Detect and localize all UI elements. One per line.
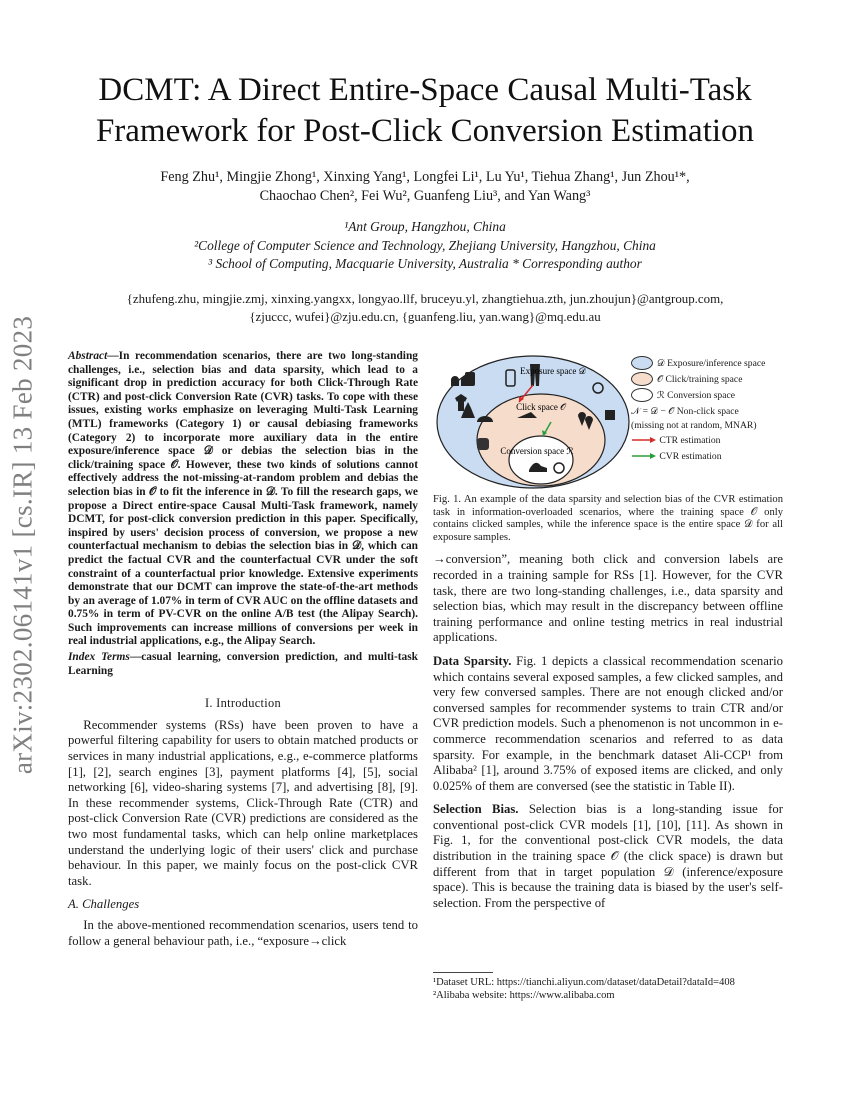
data-sparsity-body: Fig. 1 depicts a classical recommendation scenario which contains several exposed samples, a few clicked samples, and very few conversed samples. There are not enough clicked and/or conversed samples for recommender systems to train CTR and/or CVR prediction models. Such a phenomenon is not uncommon in e-commerce recommendation scenarios and referred to as data sparsity. For example, in the benchmark dataset Ali-CCP¹ from Alibaba² [1], around 3.75% of exposed items are clicked, and only 0.025% of them are conversed (see the statistic in Table II). bbox=[433, 653, 784, 793]
right-paragraph-1: →conversion”, meaning both click and conversion labels are recorded in a training sample for RSs [1]. However, for the CVR task, there are two long-standing challenges, i.e., data sparsity and selection bias, which may result in the discrepancy between offline training performance and online testing metrics in real industrial applications. bbox=[433, 552, 783, 645]
legend-text: Conversion space bbox=[667, 389, 736, 401]
conversion-space-label: Conversion space ℛ bbox=[500, 446, 574, 456]
footnote-2: ²Alibaba website: https://www.alibaba.com bbox=[433, 990, 615, 1001]
footnotes bbox=[433, 972, 783, 1002]
abstract-body: —In recommendation scenarios, there are two long-standing challenges, i.e., selection bias and data sparsity, which lead to a significant drop in prediction accuracy for both Click-Through Rate (CTR) and post-click Conversion Rate (CVR) tasks. To cope with these issues, existing works emphasize on leveraging Multi-Task Learning (MTL) frameworks (Category 1) or causal debiasing frameworks (Category 2) to incorporate more auxiliary data in the entire exposure/inference space 𝒟 or debias the selection bias in the click/training space 𝒪. However, these two kinds of solutions cannot effectively address the not-missing-at-random problem and debias the selection bias in 𝒪 to fit the inference in 𝒟. To fill the research gaps, we propose a Direct entire-space Causal Multi-Task framework, namely DCMT, for post-click conversion prediction in this paper. Specifically, inspired by users' decision process of conversion, we propose a new counterfactual mechanism to debias the selection bias in 𝒟, which can predict the factual CVR and the counterfactual CVR under the soft constraint of a counterfactual prior knowledge. Extensive experiments demonstrate that our DCMT can improve the state-of-the-art methods by an average of 1.07% in term of CVR AUC on the offline datasets and 0.75% in term of PV-CVR on the online A/B test (the Alipay Search). Such improvements can increase millions of conversions per week in real industrial applications, e.g., the Alipay Search. bbox=[68, 350, 418, 648]
cvr-legend-label: CVR estimation bbox=[659, 450, 722, 462]
right-column bbox=[433, 350, 783, 911]
jar-icon bbox=[477, 438, 489, 450]
legend-item bbox=[631, 403, 786, 419]
index-terms bbox=[68, 651, 418, 678]
data-sparsity-lead: Data Sparsity. bbox=[433, 653, 512, 668]
abstract bbox=[68, 350, 418, 649]
authors-line-2: Chaochao Chen², Fei Wu², Guanfeng Liu³, and Yan Wang³ bbox=[259, 188, 591, 204]
click-space-label: Click space 𝒪 bbox=[516, 402, 566, 412]
section-heading-introduction: I. Introduction bbox=[204, 696, 282, 711]
legend-swatch bbox=[631, 388, 653, 402]
data-sparsity-paragraph bbox=[433, 654, 783, 794]
legend-item bbox=[631, 387, 786, 403]
footnote-1: ¹Dataset URL: https://tianchi.aliyun.com/dataset/dataDetail?dataId=408 bbox=[433, 977, 735, 988]
left-column bbox=[68, 350, 418, 949]
legend-text: Click/training space bbox=[665, 373, 743, 385]
chip-icon bbox=[605, 410, 615, 420]
legend-item bbox=[631, 371, 786, 387]
cvr-legend-arrow-icon bbox=[631, 452, 657, 460]
footnote-rule bbox=[433, 972, 493, 973]
legend-item bbox=[631, 355, 786, 371]
figure-1-diagram bbox=[433, 350, 633, 490]
authors-block bbox=[60, 168, 790, 206]
affiliation-2: ²College of Computer Science and Technology, Zhejiang University, Hangzhou, China bbox=[194, 237, 656, 253]
intro-paragraph: Recommender systems (RSs) have been proven to have a powerful filtering capability for users to obtain matched products or services in many industrial applications, e.g., e-commerce platforms [1], [2], search engines [3], payment platforms [4], [5], social networking [6], video-sharing systems [7], and advertising [8], [9]. In these recommender systems, Click-Through Rate (CTR) and post-click Conversion Rate (CVR) predictions are considered as the two most fundamental tasks, which can help online marketplaces understand the underlying logic of their users' click and purchase behaviour. In this paper, we mainly focus on the post-click CVR task. bbox=[68, 717, 418, 888]
emails-block bbox=[60, 290, 790, 326]
arxiv-stamp bbox=[3, 305, 43, 785]
paper-title: DCMT: A Direct Entire-Space Causal Multi-Task Framework for Post-Click Conversion Estimation bbox=[95, 72, 755, 149]
ctr-legend-label: CTR estimation bbox=[659, 434, 721, 446]
index-terms-lead: Index Terms bbox=[68, 651, 130, 664]
legend-note: (missing not at random, MNAR) bbox=[631, 420, 757, 431]
emails-line-1: {zhufeng.zhu, mingjie.zmj, xinxing.yangxx, longyao.llf, bruceyu.yl, zhangtiehua.zth, jun.zhoujun}@antgroup.com, bbox=[126, 292, 724, 306]
legend-ctr bbox=[631, 432, 786, 448]
index-terms-body: —casual learning, conversion prediction, and multi-task Learning bbox=[68, 651, 418, 677]
affiliations-block bbox=[60, 218, 790, 274]
abstract-lead: Abstract bbox=[68, 350, 108, 362]
challenges-paragraph: In the above-mentioned recommendation scenarios, users tend to follow a general behaviour path, i.e., “exposure→click bbox=[68, 917, 418, 948]
selection-bias-lead: Selection Bias. bbox=[433, 802, 519, 817]
subsection-heading-challenges: A. Challenges bbox=[68, 897, 140, 912]
legend-text: Non-click space bbox=[676, 405, 739, 417]
authors-line-1: Feng Zhu¹, Mingjie Zhong¹, Xinxing Yang¹, Longfei Li¹, Lu Yu¹, Tiehua Zhang¹, Jun Zhou¹*, bbox=[160, 169, 690, 185]
affiliation-1: ¹Ant Group, Hangzhou, China bbox=[344, 219, 506, 234]
legend-symbol: 𝒟 bbox=[657, 357, 665, 369]
legend-cvr bbox=[631, 448, 786, 464]
ctr-legend-arrow-icon bbox=[631, 436, 657, 444]
legend-symbol: ℛ bbox=[657, 389, 665, 401]
legend-symbol: 𝒪 bbox=[657, 373, 664, 385]
arxiv-stamp-text: arXiv:2302.06141v1 [cs.IR] 13 Feb 2023 bbox=[7, 315, 38, 775]
affiliation-3: ³ School of Computing, Macquarie University, Australia * Corresponding author bbox=[208, 256, 642, 271]
legend-swatch bbox=[631, 356, 653, 370]
conversion-ellipse bbox=[509, 436, 573, 484]
legend-symbol: 𝒩 = 𝒟 − 𝒪 bbox=[631, 405, 675, 417]
selection-bias-body: Selection bias is a long-standing issue for conventional post-click CVR models [1], [10], [11]. As shown in Fig. 1, for the conventional post-click CVR models, the data distribution in the training space 𝒪 (the click space) is drawn but different from that in target population 𝒟 (inference/exposure space). This is because the training data is biased by the user's self-selection. From the perspective of bbox=[433, 802, 783, 910]
emails-line-2: {zjuccc, wufei}@zju.edu.cn, {guanfeng.liu, yan.wang}@mq.edu.au bbox=[249, 310, 601, 324]
selection-bias-paragraph bbox=[433, 802, 783, 911]
legend-text: Exposure/inference space bbox=[667, 357, 766, 369]
legend-swatch bbox=[631, 372, 653, 386]
figure-1-caption: Fig. 1. An example of the data sparsity and selection bias of the CVR estimation task in information-overloaded scenarios, where the training space 𝒪 only contains clicked samples, while the inference space is the entire space 𝒟 for all exposure samples. bbox=[433, 494, 783, 543]
figure-1 bbox=[433, 350, 783, 490]
figure-legend bbox=[631, 355, 786, 464]
exposure-space-label: Exposure space 𝒟 bbox=[520, 366, 586, 376]
